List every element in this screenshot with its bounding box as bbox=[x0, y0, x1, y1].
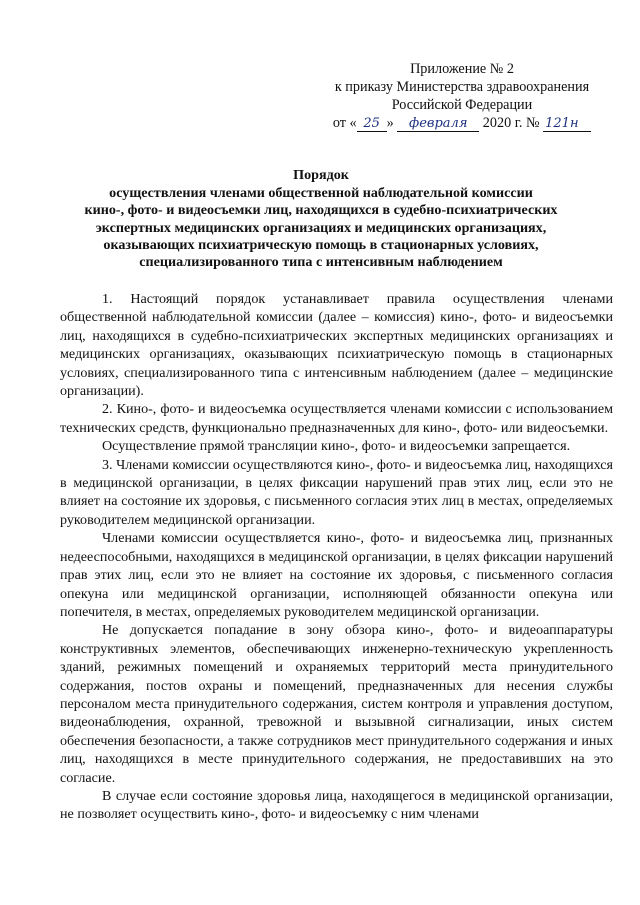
order-mid: » bbox=[386, 115, 398, 131]
appendix-order-ref: к приказу Министерства здравоохранения bbox=[334, 79, 590, 95]
title-main: Порядок bbox=[293, 167, 349, 183]
title-line: экспертных медицинских организациях и медицинских организациях, bbox=[95, 219, 547, 236]
document-body bbox=[60, 290, 613, 824]
paragraph: Членами комиссии осуществляется кино-, фото- и видеосъемка лиц, признанных недееспособными, находящихся в медицинской организации, в целях фиксации нарушений прав этих лиц, если это не влияет на состояние их здоровья, с письменного согласия опекуна или медицинской организации, исполняющей обязанности опекуна или попечителя, в местах, определяемых руководителем медицинской организации. bbox=[60, 530, 613, 620]
paragraph: Не допускается попадание в зону обзора кино-, фото- и видеоаппаратуры конструктивных элементов, обеспечивающих инженерно-техническую укрепленность зданий, режимных помещений и охраняемых территорий места принудительного содержания, постов охраны и помещений, предназначенных для несения службы персоналом места принудительного содержания, систем контроля и управления доступом, видеонаблюдения, охранной, тревожной и вызывной сигнализации, иных систем обеспечения безопасности, а также сотрудников мест принудительного содержания и иных лиц, находящихся в месте принудительного содержания, не предоставивших на это согласие. bbox=[60, 622, 613, 786]
paragraph: 1. Настоящий порядок устанавливает правила осуществления членами общественной наблюдательной комиссии (далее – комиссия) кино-, фото- и видеосъемки лиц, находящихся в судебно-психиатрических экспертных медицинских организациях и медицинских организациях, оказывающих психиатрическую помощь в стационарных условиях, специализированного типа с интенсивным наблюдением (далее – медицинские организации). bbox=[60, 291, 613, 400]
order-number-handwritten: 121н bbox=[543, 116, 591, 132]
title-line: специализированного типа с интенсивным наблюдением bbox=[139, 254, 503, 271]
title-line: осуществления членами общественной наблюдательной комиссии bbox=[109, 185, 533, 202]
order-day-handwritten: 25 bbox=[357, 116, 387, 132]
paragraph: 2. Кино-, фото- и видеосъемка осуществляется членами комиссии с использованием технических средств, функционально предназначенных для кино-, фото- или видеосъемки. bbox=[60, 401, 613, 436]
appendix-number: Приложение № 2 bbox=[410, 61, 514, 77]
order-year: 2020 г. № bbox=[479, 115, 544, 131]
paragraph: 3. Членами комиссии осуществляются кино-, фото- и видеосъемка лиц, находящихся в медицинской организации, в целях фиксации нарушений прав этих лиц, если это не влияет на состояние их здоровья, с письменного согласия этих лиц в местах, определяемых руководителем медицинской организации. bbox=[60, 456, 613, 528]
appendix-ministry: Российской Федерации bbox=[391, 97, 533, 113]
appendix-header bbox=[312, 60, 612, 132]
paragraph: Осуществление прямой трансляции кино-, фото- и видеосъемки запрещается. bbox=[102, 438, 571, 455]
title-line: оказывающих психиатрическую помощь в стационарных условиях, bbox=[103, 236, 539, 253]
title-line: кино-, фото- и видеосъемки лиц, находящихся в судебно-психиатрических bbox=[84, 202, 558, 219]
order-month-handwritten: февраля bbox=[397, 116, 479, 132]
document-title bbox=[60, 167, 582, 271]
paragraph: В случае если состояние здоровья лица, находящегося в медицинской организации, не позволяет осуществить кино-, фото- и видеосъемку с ним членами bbox=[60, 787, 613, 823]
order-prefix: от « bbox=[332, 115, 357, 131]
order-date-line bbox=[312, 114, 612, 132]
